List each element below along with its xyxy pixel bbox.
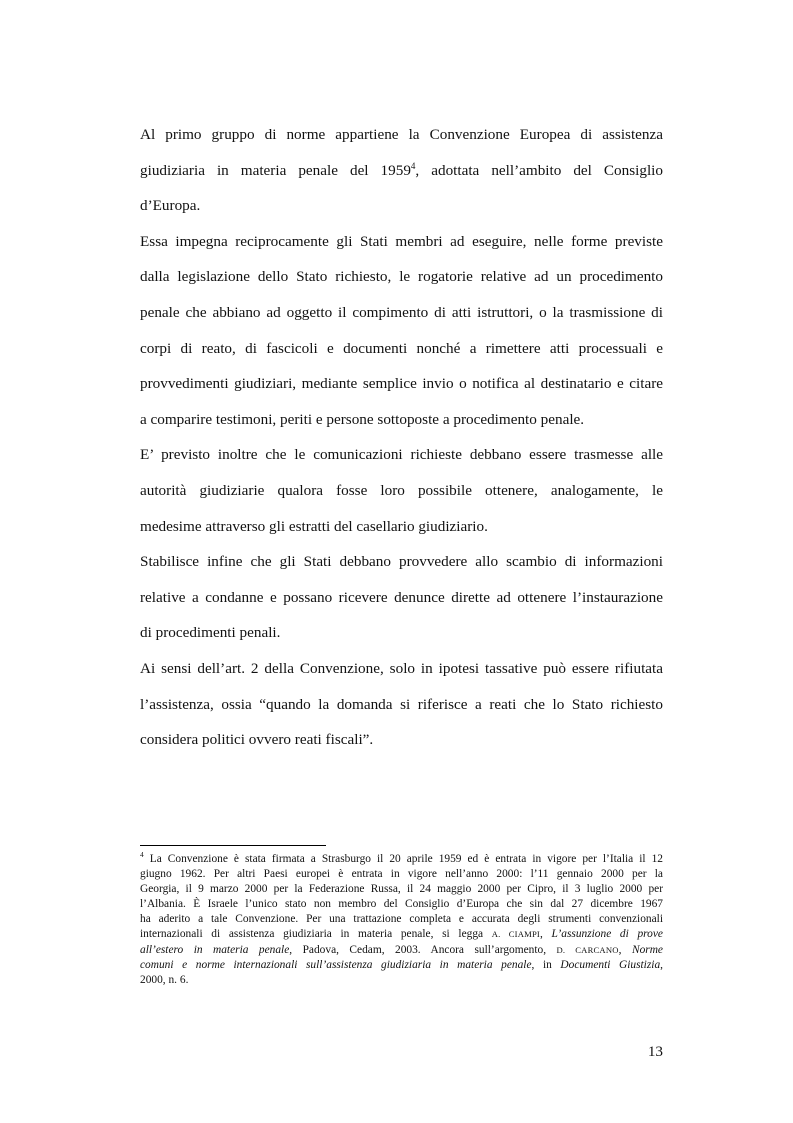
- text-line: a comparire testimoni, periti e persone sottoposte a procedimento penale.: [140, 410, 585, 428]
- text-line: considera politici ovvero reati fiscali”.: [140, 731, 374, 749]
- text-line: di procedimenti penali.: [140, 624, 281, 642]
- footnote-line: all’estero in materia penale, Padova, Cedam, 2003. Ancora sull’argomento, D. CARCANO, Norme: [140, 943, 663, 956]
- footnote-line: ha aderito a tale Convenzione. Per una trattazione completa e accurata degli strumenti convenzionali: [140, 913, 663, 926]
- text-line: l’assistenza, ossia “quando la domanda si riferisce a reati che lo Stato richiesto: [140, 695, 663, 713]
- text-line: dalla legislazione dello Stato richiesto, le rogatorie relative ad un procedimento: [140, 268, 663, 286]
- text-line: giudiziaria in materia penale del 1959$^4$, adottata nell’ambito del Consiglio: [140, 160, 663, 179]
- footnote-reference[interactable]: 4: [410, 160, 416, 171]
- text-line: Stabilisce infine che gli Stati debbano provvedere allo scambio di informazioni: [140, 553, 663, 571]
- text-line: provvedimenti giudiziari, mediante semplice invio o notifica al destinatario e citare: [140, 375, 663, 393]
- text-line: Ai sensi dell’art. 2 della Convenzione, solo in ipotesi tassative può essere rifiutata: [140, 659, 663, 677]
- book-title: comuni e norme internazionali sull’assistenza giudiziaria in materia penale: [140, 958, 532, 971]
- book-title: Norme: [631, 943, 663, 956]
- footnote-line: comuni e norme internazionali sull’assistenza giudiziaria in materia penale, in Documenti Giustizia,: [140, 958, 663, 971]
- footnote-line: l’Albania. È Israele l’unico stato non membro del Consiglio d’Europa che sin dal 27 dicembre 1967: [140, 898, 663, 911]
- text-line: relative a condanne e possano ricevere denunce dirette ad ottenere l’instaurazione: [140, 588, 663, 606]
- footnote-line: $^4$ La Convenzione è stata firmata a Strasburgo il 20 aprile 1959 ed è entrata in vigore per l’Italia il 12: [140, 850, 663, 865]
- footnote-separator: [140, 845, 326, 846]
- text-line: E’ previsto inoltre che le comunicazioni richieste debbano essere trasmesse alle: [140, 446, 663, 464]
- journal-title: Documenti Giustizia: [560, 958, 661, 971]
- footnote: [140, 852, 663, 988]
- author-name: D. CARCANO: [556, 944, 619, 955]
- page-number: 13: [647, 1043, 663, 1060]
- footnote-line: Georgia, il 9 marzo 2000 per la Federazione Russa, il 24 maggio 2000 per Cipro, il 3 luglio 2000 per: [140, 883, 663, 896]
- book-title: all’estero in materia penale: [140, 943, 290, 956]
- text-line: d’Europa.: [140, 197, 201, 215]
- text-line: corpi di reato, di fascicoli e documenti nonché a rimettere atti processuali e: [140, 339, 663, 357]
- author-name: A. CIAMPI: [491, 929, 540, 940]
- text-line: autorità giudiziarie qualora fosse loro possibile ottenere, analogamente, le: [140, 481, 663, 499]
- footnote-line: 2000, n. 6.: [140, 973, 189, 986]
- text-line: Al primo gruppo di norme appartiene la Convenzione Europea di assistenza: [140, 126, 663, 143]
- footnote-number: 4: [140, 850, 144, 860]
- footnote-line: giugno 1962. Per altri Paesi europei è entrata in vigore nell’anno 2000: l’11 gennaio 2000 per la: [140, 868, 663, 881]
- text-line: medesime attraverso gli estratti del casellario giudiziario.: [140, 517, 488, 535]
- main-text: [140, 117, 663, 758]
- text-line: penale che abbiano ad oggetto il compimento di atti istruttori, o la trasmissione di: [140, 303, 663, 321]
- text-line: Essa impegna reciprocamente gli Stati membri ad eseguire, nelle forme previste: [140, 232, 663, 250]
- footnote-line: internazionali di assistenza giudiziaria in materia penale, si legga A. CIAMPI, L’assunzione di prove: [140, 928, 663, 941]
- book-title: L’assunzione di prove: [551, 928, 663, 941]
